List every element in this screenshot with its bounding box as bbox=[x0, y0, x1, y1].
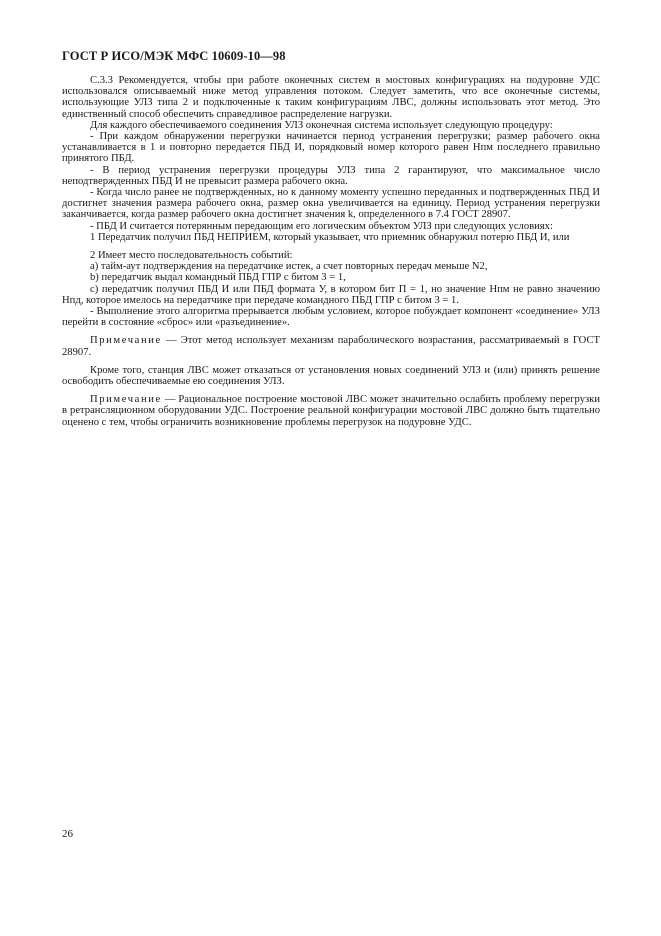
list-item-event-c: c) передатчик получил ПБД И или ПБД формата У, в котором бит П = 1, но значение Нпм не равно значению Нпд, которое имелось на передатчике при передаче командного ПБД ГПР с битом 3 = 1. bbox=[62, 283, 600, 306]
note-2 bbox=[62, 394, 600, 428]
paragraph-procedure-intro: Для каждого обеспечиваемого соединения УЛЗ оконечная система использует следующую процедуру: bbox=[90, 119, 553, 131]
note-2-label: Примечание bbox=[90, 394, 162, 406]
paragraph-congestion-detect: - При каждом обнаружении перегрузки начинается период устранения перегрузки; размер рабочего окна устанавливается в 1 и повторно передается ПБД И, порядковый номер которого равен Нпм последнего правильно принятого ПБД. bbox=[62, 131, 600, 165]
list-item-event-b: b) передатчик выдал командный ПБД ГПР с битом 3 = 1, bbox=[90, 272, 346, 284]
note-1-text: — Этот метод использует механизм параболического возрастания, рассматриваемый в ГОСТ 28907. bbox=[62, 335, 600, 358]
list-item-condition-1: 1 Передатчик получил ПБД НЕПРИЕМ, который указывает, что приемник обнаружил потерю ПБД И, или bbox=[90, 231, 570, 243]
list-item-condition-2: 2 Имеет место последовательность событий: bbox=[90, 250, 293, 262]
paragraph-lost-pdu: - ПБД И считается потерянным передающим его логическим объектом УЛЗ при следующих условиях: bbox=[90, 220, 553, 232]
paragraph-algorithm-interrupt: - Выполнение этого алгоритма прерывается любым условием, которое побуждает компонент «соединение» УЛЗ перейти в состояние «сброс» или «разъединение». bbox=[62, 306, 600, 329]
list-item-event-a: a) тайм-аут подтверждения на передатчике истек, а счет повторных передач меньше N2, bbox=[90, 261, 488, 273]
note-1-label: Примечание bbox=[90, 335, 162, 347]
page-header: ГОСТ Р ИСО/МЭК МФС 10609-10—98 bbox=[62, 49, 286, 63]
page-number: 26 bbox=[62, 828, 73, 840]
note-1 bbox=[62, 335, 600, 357]
note-2-text: — Рациональное построение мостовой ЛВС может значительно ослабить проблему перегрузки в ретрансляционном оборудовании УДС. Построение реальной конфигурации мостовой ЛВС должно быть тщательно оценено с тем, чтобы ограничить возникновение проблемы перегрузок на подуровне УДС. bbox=[62, 394, 600, 428]
paragraph-window-increase: - Когда число ранее не подтвержденных, но к данному моменту успешно переданных и подтвержденных ПБД И достигнет значения размера рабочего окна, размер окна увеличивается на единицу. Период устранения перегрузки заканчивается, когда размер рабочего окна достигнет значения k, определенного в 7.4 ГОСТ 28907. bbox=[62, 187, 600, 221]
paragraph-c33: С.3.3 Рекомендуется, чтобы при работе оконечных систем в мостовых конфигурациях на подуровне УДС использовался описываемый ниже метод управления потоком. Следует заметить, что все оконечные системы, использующие УЛЗ типа 2 и подключенные к таким конфигурациям ЛВС, должны использовать этот метод. Это единственный способ обеспечить справедливое распределение нагрузки. bbox=[62, 75, 600, 120]
page-content bbox=[62, 75, 600, 428]
paragraph-after-note: Кроме того, станция ЛВС может отказаться от установления новых соединений УЛЗ и (или) принять решение освободить обеспечиваемые ею соединения УЛЗ. bbox=[62, 364, 600, 388]
paragraph-congestion-period: - В период устранения перегрузки процедуры УЛЗ типа 2 гарантируют, что максимальное число неподтвержденных ПБД И не превысит размера рабочего окна. bbox=[62, 164, 600, 187]
